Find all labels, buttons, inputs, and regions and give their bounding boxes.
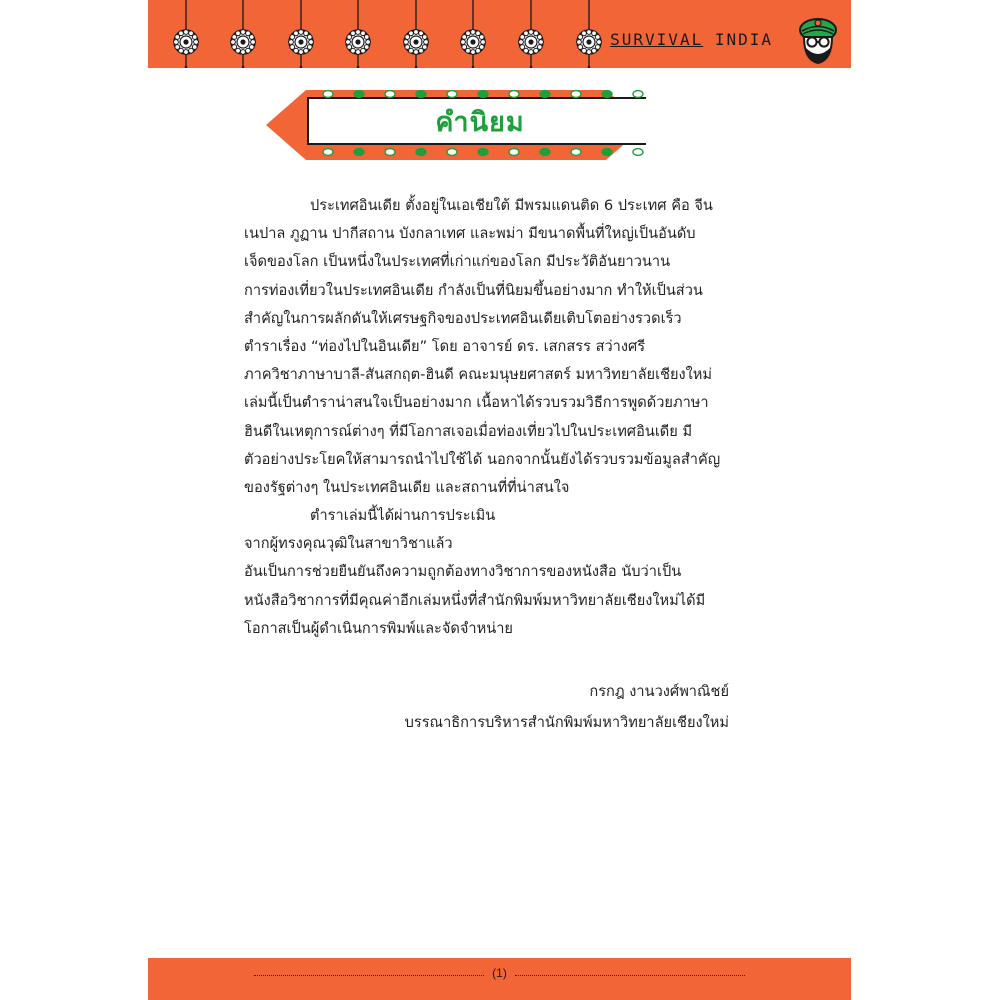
banner-dot — [571, 149, 581, 156]
banner-dot — [509, 149, 519, 156]
text-line: ตำราเรื่อง “ท่องไปในอินเดีย” โดย อาจารย์ ดร. เสกสรร สว่างศรี — [244, 337, 646, 355]
banner-dot — [540, 91, 550, 98]
text-line: ฮินดีในเหตุการณ์ต่างๆ ที่มีโอกาสเจอเมื่อท่องเที่ยวไปในประเทศอินเดีย มี — [244, 422, 693, 440]
text-line: ตำราเล่มนี้ได้ผ่านการประเมิน — [310, 507, 496, 525]
dotted-rule — [254, 975, 484, 976]
text-line: จากผู้ทรงคุณวุฒิในสาขาวิชาแล้ว — [244, 535, 453, 553]
banner-dot — [447, 149, 457, 156]
banner-dot — [602, 91, 612, 98]
banner-dot — [633, 149, 643, 156]
mandala-hanging-icon — [226, 0, 260, 68]
turbaned-man-glasses-icon — [793, 14, 843, 66]
text-line: ประเทศอินเดีย ตั้งอยู่ในเอเชียใต้ มีพรมแดนติด 6 ประเทศ คือ จีน — [310, 197, 713, 214]
page-footer — [148, 958, 851, 988]
banner-dot — [571, 91, 581, 98]
text-line: การท่องเที่ยวในประเทศอินเดีย กำลังเป็นที่นิยมขึ้นอย่างมาก ทำให้เป็นส่วน — [244, 281, 703, 299]
mandala-hanging-icon — [341, 0, 375, 68]
text-line: เล่มนี้เป็นตำราน่าสนใจเป็นอย่างมาก เนื้อหาได้รวบรวมวิธีการพูดด้วยภาษา — [244, 394, 709, 412]
dotted-rule — [515, 975, 745, 976]
body-text — [244, 192, 749, 643]
mandala-hanging-icon — [514, 0, 548, 68]
banner-dot — [540, 149, 550, 156]
signer-name: กรกฎ งานวงศ์พาณิชย์ — [589, 683, 729, 700]
text-line: สำคัญในการผลักดันให้เศรษฐกิจของประเทศอินเดียเติบโตอย่างรวดเร็ว — [244, 309, 682, 327]
text-line: หนังสือวิชาการที่มีคุณค่าอีกเล่มหนึ่งที่สำนักพิมพ์มหาวิทยาลัยเชียงใหม่ได้มี — [244, 591, 706, 609]
mandala-hanging-icon — [572, 0, 606, 68]
banner-dot — [478, 91, 488, 98]
banner-dot — [354, 149, 364, 156]
banner-dot — [447, 91, 457, 98]
mandala-hanging-icon — [169, 0, 203, 68]
signer-position: บรรณาธิการบริหารสำนักพิมพ์มหาวิทยาลัยเชียงใหม่ — [404, 714, 729, 731]
banner-dot — [602, 149, 612, 156]
banner-dot — [354, 91, 364, 98]
banner-dot — [323, 91, 333, 98]
banner-dot — [416, 149, 426, 156]
mandala-hanging-icon — [456, 0, 490, 68]
banner-dot — [385, 91, 395, 98]
text-line: โอกาสเป็นผู้ดำเนินการพิมพ์และจัดจำหน่าย — [244, 619, 513, 637]
banner-dot — [416, 91, 426, 98]
mandala-hanging-icon — [399, 0, 433, 68]
text-line: ภาควิชาภาษาบาลี-สันสกฤต-ฮินดี คณะมนุษยศาสตร์ มหาวิทยาลัยเชียงใหม่ — [244, 366, 713, 384]
banner-dot — [323, 149, 333, 156]
banner-dot — [478, 149, 488, 156]
brand-title: SURVIVAL INDIA — [610, 30, 773, 49]
text-line: ของรัฐต่างๆ ในประเทศอินเดีย และสถานที่ที่น่าสนใจ — [244, 478, 570, 496]
text-line: อันเป็นการช่วยยืนยันถึงความถูกต้องทางวิชาการของหนังสือ นับว่าเป็น — [244, 563, 682, 581]
banner-dot — [509, 91, 519, 98]
banner-dot — [633, 91, 643, 98]
text-line: ตัวอย่างประโยคให้สามารถนำไปใช้ได้ นอกจากนั้นยังได้รวบรวมข้อมูลสำคัญ — [244, 450, 721, 468]
banner-dot — [385, 149, 395, 156]
mandala-hanging-icon — [284, 0, 318, 68]
text-line: เจ็ดของโลก เป็นหนึ่งในประเทศที่เก่าแก่ของโลก มีประวัติอันยาวนาน — [244, 253, 671, 271]
page-title: คำนิยม — [435, 106, 525, 138]
page-number: (1) — [492, 966, 507, 980]
book-page — [148, 0, 851, 1000]
text-line: เนปาล ภูฏาน ปากีสถาน บังกลาเทศ และพม่า มีขนาดพื้นที่ใหญ่เป็นอันดับ — [244, 225, 696, 243]
signature-block — [405, 676, 729, 738]
